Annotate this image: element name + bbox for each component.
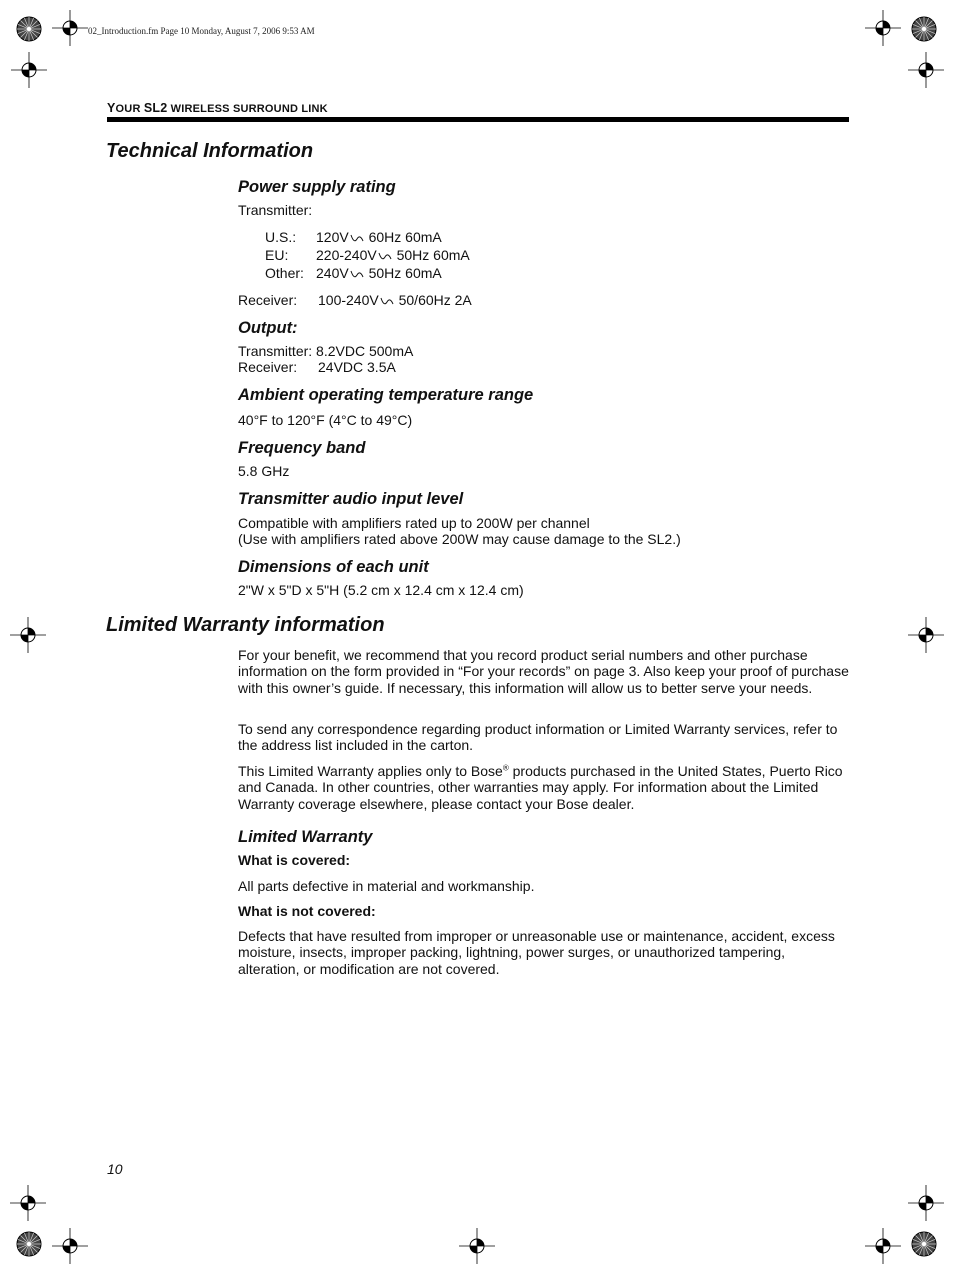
receiver-label: Receiver: (238, 292, 298, 308)
running-head-part: OUR (115, 103, 144, 115)
header-rule (107, 117, 849, 122)
dimensions-value: 2"W x 5"D x 5"H (5.2 cm x 12.4 cm x 12.4 cm) (238, 582, 524, 598)
power-voltage: 220-240V (316, 247, 377, 263)
starburst-registration-icon (912, 17, 936, 41)
page-number: 10 (107, 1161, 123, 1177)
crosshair-registration-icon (908, 1185, 944, 1221)
para3-before: This Limited Warranty applies only to Bose (238, 763, 503, 779)
running-head-part: Y (107, 101, 116, 115)
transmitter-label: Transmitter: (238, 202, 313, 218)
crosshair-registration-icon (10, 617, 46, 653)
starburst-registration-icon (17, 1232, 41, 1256)
power-row-us (265, 229, 296, 245)
output-heading: Output: (238, 319, 298, 337)
receiver-voltage: 100-240V (318, 292, 379, 308)
ac-sine-icon (379, 295, 395, 307)
crosshair-registration-icon (11, 52, 47, 88)
audio-input-line1: Compatible with amplifiers rated up to 200W per channel (238, 515, 590, 531)
warranty-paragraph-1: For your benefit, we recommend that you record product serial numbers and other purchase information on the form provided in “For your records” on page 3. Also keep your proof of purchase with this owner’s guide. If necessary, this information will allow us to better serve your needs. (238, 647, 849, 696)
dimensions-heading: Dimensions of each unit (238, 558, 429, 576)
para3-after: products purchased in the United States, Puerto Rico and Canada. In other countries, other warranties may apply. For information about the Limited Warranty coverage elsewhere, please contact your Bose dealer. (238, 763, 843, 812)
running-head-part: WIRELESS SURROUND LINK (167, 103, 328, 115)
running-head (107, 101, 328, 115)
power-supply-heading: Power supply rating (238, 178, 396, 196)
audio-input-line2: (Use with amplifiers rated above 200W may cause damage to the SL2.) (238, 531, 681, 547)
starburst-registration-icon (17, 17, 41, 41)
power-spec: 50Hz 60mA (368, 265, 442, 281)
power-region: EU: (265, 247, 289, 263)
frequency-heading: Frequency band (238, 439, 366, 457)
output-receiver-value: 24VDC 3.5A (318, 359, 396, 375)
frequency-value: 5.8 GHz (238, 463, 290, 479)
power-region: Other: (265, 265, 304, 281)
power-voltage: 240V (316, 265, 349, 281)
power-row-us-values (316, 229, 442, 245)
ac-sine-icon (349, 232, 365, 244)
warranty-paragraph-2: To send any correspondence regarding product information or Limited Warranty services, refer to the address list included in the carton. (238, 721, 838, 754)
file-info-note: 02_Introduction.fm Page 10 Monday, August 7, 2006 9:53 AM (88, 26, 315, 36)
crosshair-registration-icon (459, 1228, 495, 1264)
limited-warranty-heading: Limited Warranty (238, 828, 373, 846)
running-head-part: SL2 (143, 101, 168, 115)
receiver-spec: 50/60Hz 2A (398, 292, 472, 308)
power-spec: 50Hz 60mA (396, 247, 470, 263)
power-row-eu-values (316, 247, 470, 263)
crosshair-registration-icon (52, 10, 88, 46)
crosshair-registration-icon (908, 52, 944, 88)
power-row-eu (265, 247, 288, 263)
starburst-registration-icon (912, 1232, 936, 1256)
warranty-paragraph-3 (238, 763, 850, 812)
not-covered-text: Defects that have resulted from improper or unreasonable use or maintenance, accident, excess moisture, insects, improper packing, lightning, power surges, or unauthorized tampering, alteration, or modification are not covered. (238, 928, 835, 977)
crosshair-registration-icon (10, 1185, 46, 1221)
crosshair-registration-icon (908, 617, 944, 653)
temperature-value: 40°F to 120°F (4°C to 49°C) (238, 412, 413, 428)
temperature-heading: Ambient operating temperature range (238, 386, 534, 404)
output-receiver-label: Receiver: (238, 359, 298, 375)
covered-text: All parts defective in material and workmanship. (238, 878, 535, 894)
power-region: U.S.: (265, 229, 297, 245)
registered-mark: ® (502, 763, 509, 773)
crosshair-registration-icon (52, 1228, 88, 1264)
power-spec: 60Hz 60mA (368, 229, 442, 245)
not-covered-label: What is not covered: (238, 903, 376, 919)
crosshair-registration-icon (865, 10, 901, 46)
power-row-other-values (316, 265, 442, 281)
section-title-technical: Technical Information (106, 140, 314, 162)
ac-sine-icon (349, 268, 365, 280)
audio-input-heading: Transmitter audio input level (238, 490, 464, 508)
crosshair-registration-icon (865, 1228, 901, 1264)
output-transmitter: Transmitter: 8.2VDC 500mA (238, 343, 414, 359)
ac-sine-icon (377, 250, 393, 262)
power-row-other (265, 265, 304, 281)
power-voltage: 120V (316, 229, 349, 245)
covered-label: What is covered: (238, 852, 351, 868)
receiver-values (318, 292, 472, 308)
section-title-warranty: Limited Warranty information (106, 614, 385, 636)
